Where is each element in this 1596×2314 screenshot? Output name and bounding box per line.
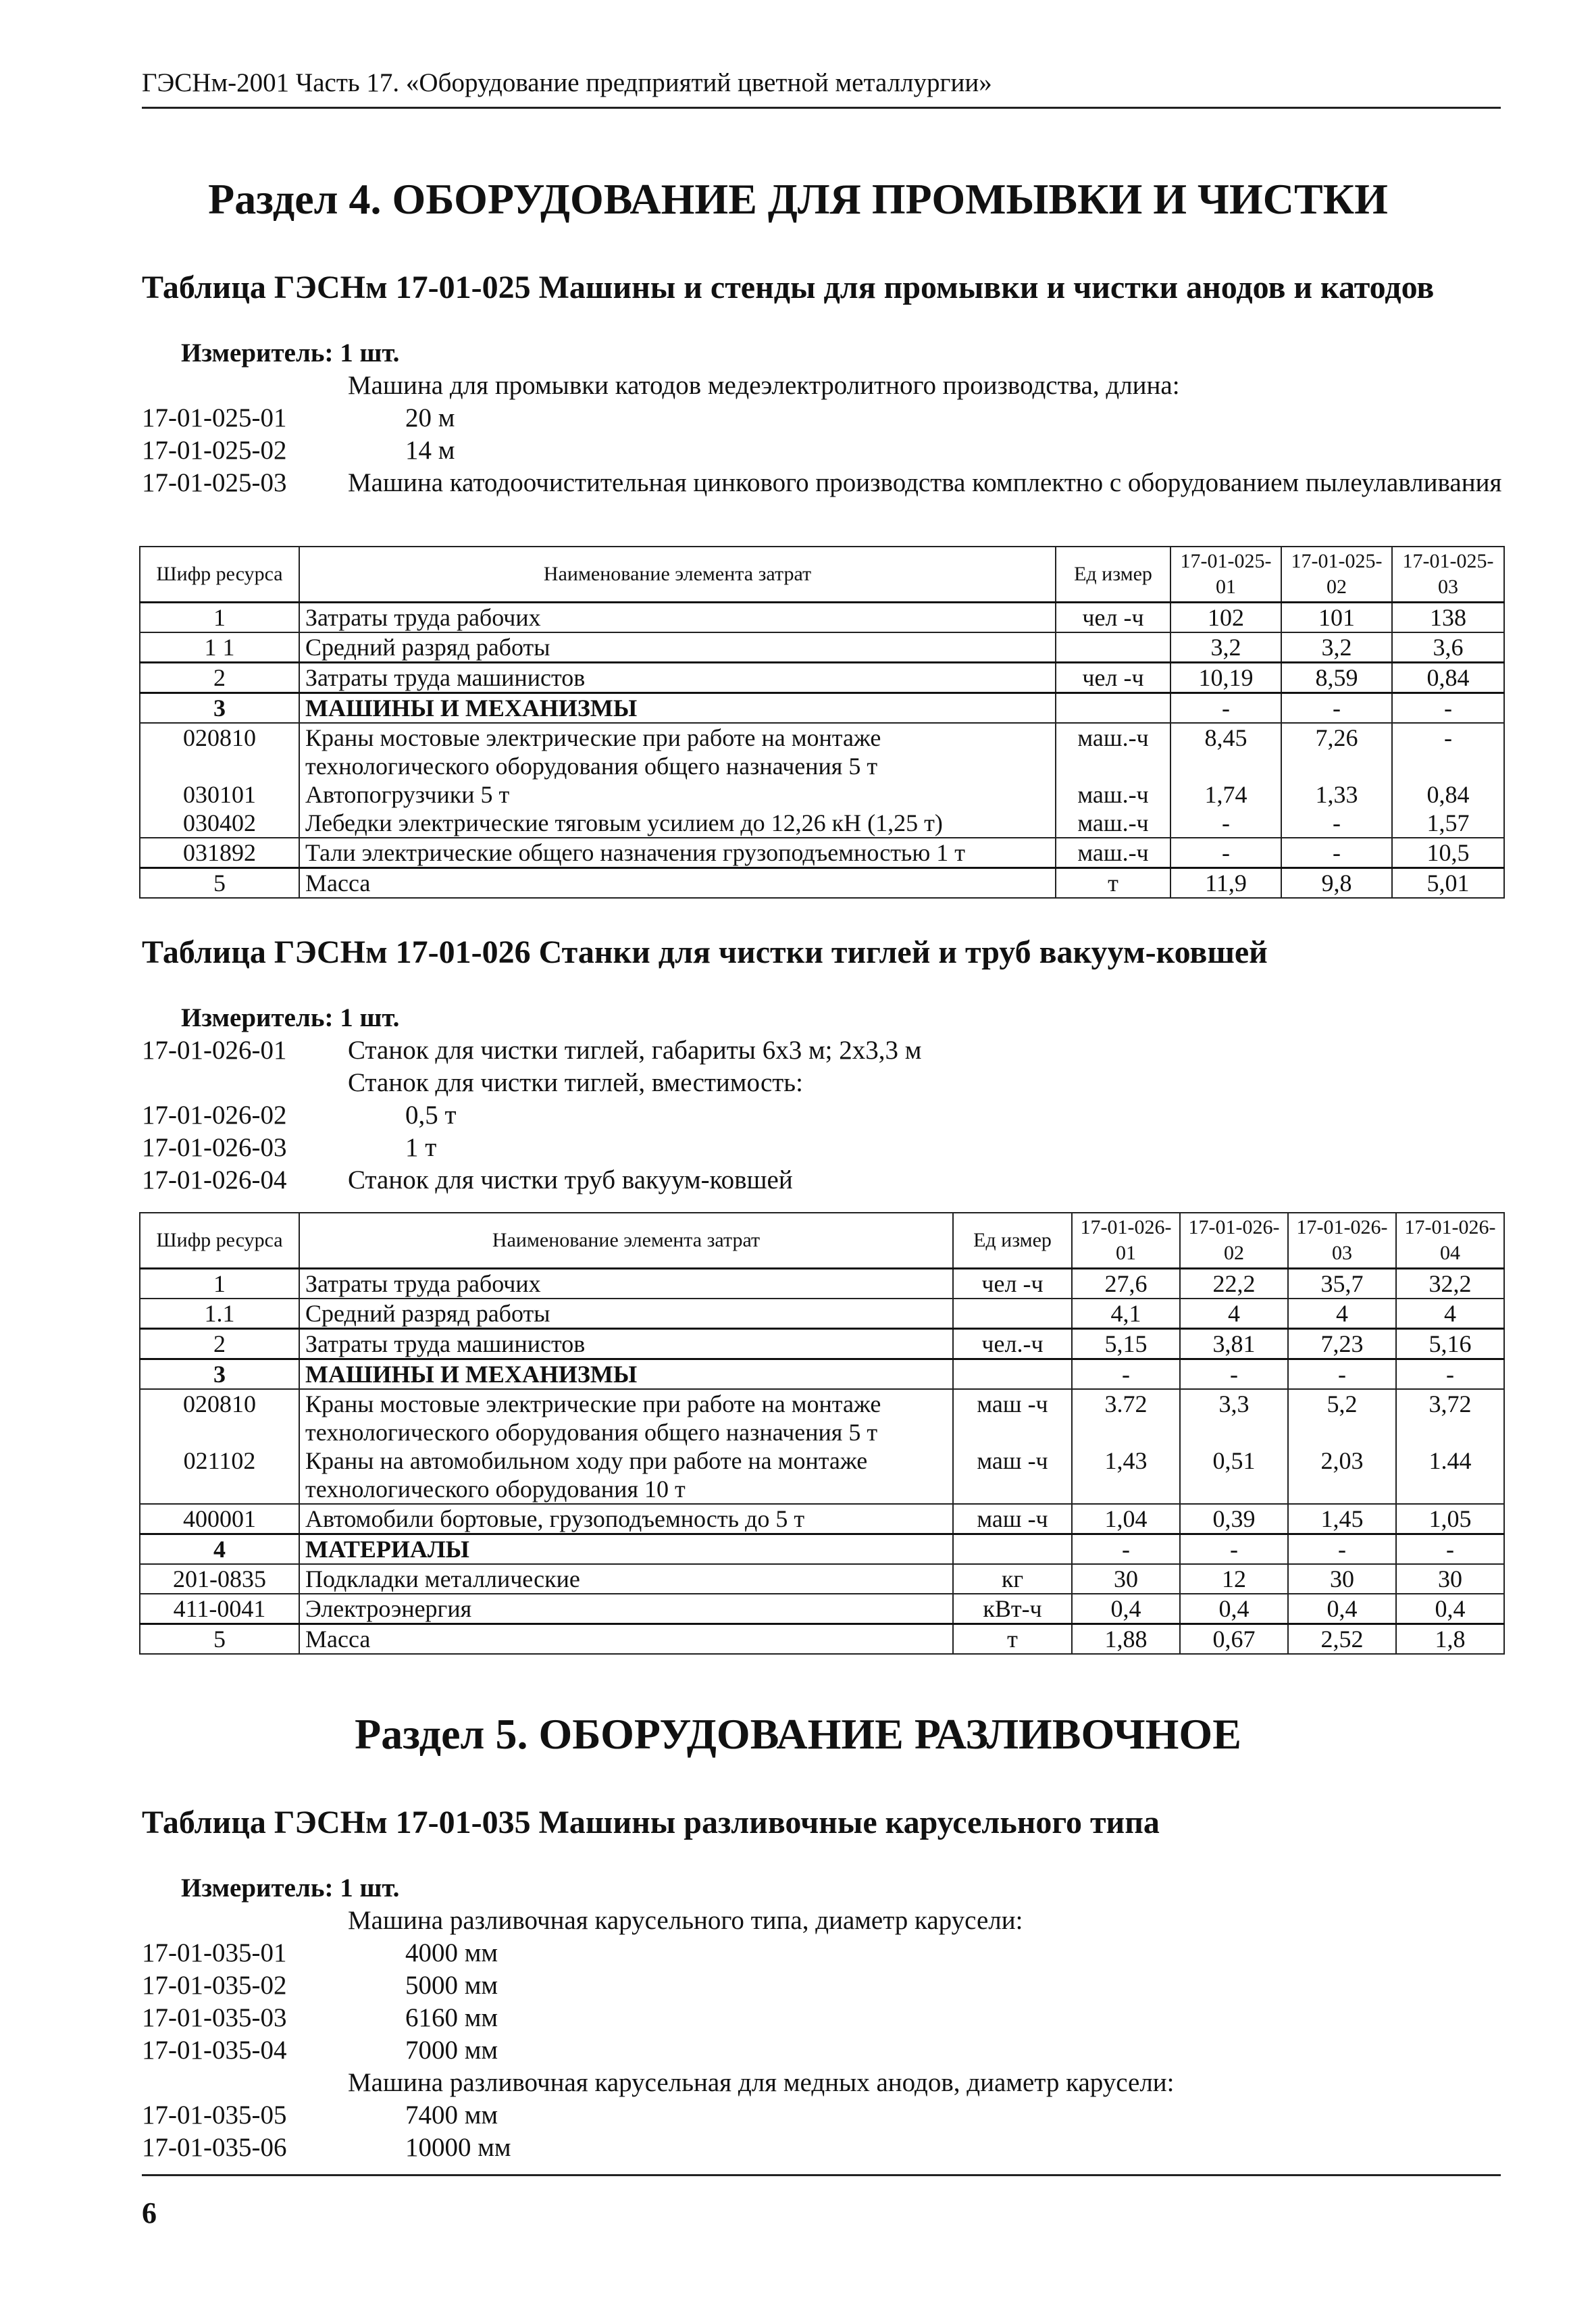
table-row bbox=[140, 632, 1504, 663]
item-text: 10000 мм bbox=[405, 2133, 511, 2162]
row-unit: чел -ч bbox=[1056, 602, 1170, 632]
row-unit: чел -ч bbox=[1056, 662, 1170, 693]
row-value: 1,04 bbox=[1072, 1504, 1180, 1534]
header-col: 17-01-025-03 bbox=[1392, 547, 1504, 602]
row-name: МАШИНЫ И МЕХАНИЗМЫ bbox=[299, 693, 1056, 723]
table-026 bbox=[139, 1212, 1505, 1655]
row-code: 3 bbox=[140, 1359, 299, 1389]
row-value: 30 bbox=[1072, 1564, 1180, 1594]
item-code: 17-01-025-02 bbox=[142, 436, 287, 465]
row-name: Краны на автомобильном ходу при работе на монтаже технологического оборудования 10 т bbox=[299, 1447, 953, 1504]
header-col: 17-01-026-04 bbox=[1396, 1213, 1504, 1268]
row-code: 1 bbox=[140, 1268, 299, 1299]
row-value: 0,39 bbox=[1180, 1504, 1288, 1534]
item-code: 17-01-025-01 bbox=[142, 403, 287, 432]
row-value: - bbox=[1281, 838, 1392, 868]
item-text: Станок для чистки тиглей, вместимость: bbox=[348, 1068, 803, 1097]
item-code: 17-01-035-04 bbox=[142, 2036, 287, 2065]
row-code: 3 bbox=[140, 693, 299, 723]
item-code: 17-01-026-03 bbox=[142, 1133, 287, 1162]
table-row bbox=[140, 809, 1504, 838]
row-code: 030101 bbox=[140, 780, 299, 809]
row-name: Краны мостовые электрические при работе на монтаже технологического оборудования общего назначения 5 т bbox=[299, 1389, 953, 1447]
item-code: 17-01-035-05 bbox=[142, 2101, 287, 2130]
table-026-meter bbox=[181, 1003, 399, 1034]
row-value: 8,45 bbox=[1170, 723, 1281, 780]
row-code: 020810 bbox=[140, 723, 299, 780]
row-value: 7,26 bbox=[1281, 723, 1392, 780]
row-value: 35,7 bbox=[1288, 1268, 1396, 1299]
table-row bbox=[140, 1624, 1504, 1654]
row-unit bbox=[1056, 632, 1170, 663]
row-value: 1,45 bbox=[1288, 1504, 1396, 1534]
row-value: - bbox=[1281, 809, 1392, 838]
row-code: 1 bbox=[140, 602, 299, 632]
meter-value: 1 шт. bbox=[340, 338, 400, 368]
row-value: 7,23 bbox=[1288, 1328, 1396, 1359]
table-025-meter bbox=[181, 338, 399, 369]
row-value: 1,88 bbox=[1072, 1624, 1180, 1654]
row-value: 5,15 bbox=[1072, 1328, 1180, 1359]
row-unit: маш.-ч bbox=[1056, 838, 1170, 868]
row-unit bbox=[953, 1534, 1072, 1564]
row-value: - bbox=[1180, 1534, 1288, 1564]
row-value: 9,8 bbox=[1281, 867, 1392, 898]
row-code: 2 bbox=[140, 662, 299, 693]
item-text: 7400 мм bbox=[405, 2101, 498, 2130]
row-value: - bbox=[1180, 1359, 1288, 1389]
row-unit: маш -ч bbox=[953, 1389, 1072, 1447]
item-text: 20 м bbox=[405, 403, 455, 432]
row-value: - bbox=[1288, 1359, 1396, 1389]
header-name: Наименование элемента затрат bbox=[299, 1213, 953, 1268]
row-name: Затраты труда машинистов bbox=[299, 1328, 953, 1359]
row-value: 1,57 bbox=[1392, 809, 1504, 838]
row-unit: кг bbox=[953, 1564, 1072, 1594]
row-value: 0,84 bbox=[1392, 662, 1504, 693]
row-value: 0,4 bbox=[1180, 1594, 1288, 1624]
row-value: 0,51 bbox=[1180, 1447, 1288, 1504]
row-unit: маш.-ч bbox=[1056, 809, 1170, 838]
row-value: 10,19 bbox=[1170, 662, 1281, 693]
row-value: 4 bbox=[1288, 1299, 1396, 1329]
row-name: Средний разряд работы bbox=[299, 1299, 953, 1329]
row-value: 4 bbox=[1396, 1299, 1504, 1329]
table-row bbox=[140, 602, 1504, 632]
row-code: 5 bbox=[140, 1624, 299, 1654]
page-number: 6 bbox=[142, 2196, 157, 2230]
row-code: 1.1 bbox=[140, 1299, 299, 1329]
table-row bbox=[140, 1594, 1504, 1624]
item-code: 17-01-035-03 bbox=[142, 2003, 287, 2032]
item-text: 0,5 т bbox=[405, 1101, 457, 1130]
row-value: 32,2 bbox=[1396, 1268, 1504, 1299]
row-value: 3,2 bbox=[1281, 632, 1392, 663]
row-name: Масса bbox=[299, 867, 1056, 898]
row-value: 0,67 bbox=[1180, 1624, 1288, 1654]
table-035-meter bbox=[181, 1873, 399, 1904]
header-col: 17-01-025-01 bbox=[1170, 547, 1281, 602]
table-025-title: Таблица ГЭСНм 17-01-025 Машины и стенды для промывки и чистки анодов и катодов bbox=[142, 270, 1435, 305]
row-name: Автомобили бортовые, грузоподъемность до 5 т bbox=[299, 1504, 953, 1534]
table-row bbox=[140, 693, 1504, 723]
row-value: 8,59 bbox=[1281, 662, 1392, 693]
row-value: - bbox=[1072, 1359, 1180, 1389]
header-unit: Ед измер bbox=[1056, 547, 1170, 602]
row-value: - bbox=[1396, 1359, 1504, 1389]
row-unit: маш -ч bbox=[953, 1504, 1072, 1534]
item-code: 17-01-025-03 bbox=[142, 468, 287, 497]
item-code: 17-01-026-04 bbox=[142, 1165, 287, 1194]
row-unit: маш.-ч bbox=[1056, 723, 1170, 780]
row-name: Лебедки электрические тяговым усилием до 12,26 кН (1,25 т) bbox=[299, 809, 1056, 838]
row-value: 102 bbox=[1170, 602, 1281, 632]
item-text: Машина катодоочистительная цинкового производства комплектно с оборудованием пылеулавливания bbox=[348, 468, 1502, 497]
row-value: 0,4 bbox=[1072, 1594, 1180, 1624]
item-text: Станок для чистки тиглей, габариты 6х3 м; 2х3,3 м bbox=[348, 1036, 922, 1065]
table-035-intro-1: Машина разливочная карусельного типа, диаметр карусели: bbox=[348, 1906, 1023, 1935]
row-value: - bbox=[1392, 693, 1504, 723]
table-row bbox=[140, 1564, 1504, 1594]
row-unit: маш.-ч bbox=[1056, 780, 1170, 809]
table-025 bbox=[139, 546, 1505, 899]
row-value: - bbox=[1288, 1534, 1396, 1564]
header-code: Шифр ресурса bbox=[140, 1213, 299, 1268]
meter-label: Измеритель: bbox=[181, 338, 334, 368]
row-unit: маш -ч bbox=[953, 1447, 1072, 1504]
header-col: 17-01-026-02 bbox=[1180, 1213, 1288, 1268]
row-code: 031892 bbox=[140, 838, 299, 868]
meter-value: 1 шт. bbox=[340, 1003, 400, 1032]
row-name: МАТЕРИАЛЫ bbox=[299, 1534, 953, 1564]
item-text: 6160 мм bbox=[405, 2003, 498, 2032]
row-name: Тали электрические общего назначения грузоподъемностью 1 т bbox=[299, 838, 1056, 868]
header-col: 17-01-026-01 bbox=[1072, 1213, 1180, 1268]
table-row bbox=[140, 867, 1504, 898]
row-value: - bbox=[1072, 1534, 1180, 1564]
row-value: 0,4 bbox=[1288, 1594, 1396, 1624]
row-value: 1,43 bbox=[1072, 1447, 1180, 1504]
header-col: 17-01-026-03 bbox=[1288, 1213, 1396, 1268]
row-name: Затраты труда машинистов bbox=[299, 662, 1056, 693]
row-value: 10,5 bbox=[1392, 838, 1504, 868]
row-value: 30 bbox=[1288, 1564, 1396, 1594]
row-name: Масса bbox=[299, 1624, 953, 1654]
row-value: - bbox=[1392, 723, 1504, 780]
row-value: 0,4 bbox=[1396, 1594, 1504, 1624]
row-unit: т bbox=[953, 1624, 1072, 1654]
row-code: 5 bbox=[140, 867, 299, 898]
running-title: ГЭСНм-2001 Часть 17. «Оборудование предприятий цветной металлургии» bbox=[142, 68, 992, 97]
row-value: 3,81 bbox=[1180, 1328, 1288, 1359]
row-name: Автопогрузчики 5 т bbox=[299, 780, 1056, 809]
table-row bbox=[140, 1299, 1504, 1329]
item-code: 17-01-026-02 bbox=[142, 1101, 287, 1130]
row-value: 5,01 bbox=[1392, 867, 1504, 898]
table-025-intro: Машина для промывки катодов медеэлектролитного производства, длина: bbox=[348, 371, 1180, 400]
row-value: 3.72 bbox=[1072, 1389, 1180, 1447]
row-unit bbox=[953, 1299, 1072, 1329]
table-row bbox=[140, 1359, 1504, 1389]
row-value: 11,9 bbox=[1170, 867, 1281, 898]
row-value: 3,3 bbox=[1180, 1389, 1288, 1447]
table-row bbox=[140, 1447, 1504, 1504]
row-name: Затраты труда рабочих bbox=[299, 602, 1056, 632]
item-code: 17-01-035-06 bbox=[142, 2133, 287, 2162]
item-text: 1 т bbox=[405, 1133, 437, 1162]
row-code: 4 bbox=[140, 1534, 299, 1564]
footer-rule bbox=[142, 2174, 1501, 2176]
row-value: - bbox=[1281, 693, 1392, 723]
row-value: - bbox=[1170, 693, 1281, 723]
table-row bbox=[140, 723, 1504, 780]
header-code: Шифр ресурса bbox=[140, 547, 299, 602]
row-code: 400001 bbox=[140, 1504, 299, 1534]
row-code: 411-0041 bbox=[140, 1594, 299, 1624]
row-code: 021102 bbox=[140, 1447, 299, 1504]
row-unit: чел.-ч bbox=[953, 1328, 1072, 1359]
row-value: 1,05 bbox=[1396, 1504, 1504, 1534]
row-value: 101 bbox=[1281, 602, 1392, 632]
row-value: 3,2 bbox=[1170, 632, 1281, 663]
row-value: - bbox=[1170, 838, 1281, 868]
item-text: 7000 мм bbox=[405, 2036, 498, 2065]
meter-value: 1 шт. bbox=[340, 1873, 400, 1903]
item-code: 17-01-035-02 bbox=[142, 1971, 287, 2000]
row-value: 30 bbox=[1396, 1564, 1504, 1594]
row-value: 12 bbox=[1180, 1564, 1288, 1594]
row-unit: чел -ч bbox=[953, 1268, 1072, 1299]
row-value: 22,2 bbox=[1180, 1268, 1288, 1299]
table-row bbox=[140, 838, 1504, 868]
header-col: 17-01-025-02 bbox=[1281, 547, 1392, 602]
item-text: 4000 мм bbox=[405, 1938, 498, 1967]
row-name: Средний разряд работы bbox=[299, 632, 1056, 663]
table-row bbox=[140, 1389, 1504, 1447]
row-unit: кВт-ч bbox=[953, 1594, 1072, 1624]
item-code: 17-01-035-01 bbox=[142, 1938, 287, 1967]
row-code: 1 1 bbox=[140, 632, 299, 663]
table-row bbox=[140, 780, 1504, 809]
row-code: 201-0835 bbox=[140, 1564, 299, 1594]
row-unit bbox=[1056, 693, 1170, 723]
row-value: 138 bbox=[1392, 602, 1504, 632]
table-row bbox=[140, 1504, 1504, 1534]
row-value: 1,8 bbox=[1396, 1624, 1504, 1654]
row-unit bbox=[953, 1359, 1072, 1389]
row-name: Затраты труда рабочих bbox=[299, 1268, 953, 1299]
table-row bbox=[140, 1328, 1504, 1359]
row-value: 2,03 bbox=[1288, 1447, 1396, 1504]
row-unit: т bbox=[1056, 867, 1170, 898]
table-026-title: Таблица ГЭСНм 17-01-026 Станки для чистки тиглей и труб вакуум-ковшей bbox=[142, 934, 1268, 970]
table-035-title: Таблица ГЭСНм 17-01-035 Машины разливочные карусельного типа bbox=[142, 1805, 1160, 1840]
row-name: Электроэнергия bbox=[299, 1594, 953, 1624]
item-text: 5000 мм bbox=[405, 1971, 498, 2000]
meter-label: Измеритель: bbox=[181, 1873, 334, 1903]
row-value: 4,1 bbox=[1072, 1299, 1180, 1329]
item-text: 14 м bbox=[405, 436, 455, 465]
row-code: 2 bbox=[140, 1328, 299, 1359]
row-value: - bbox=[1396, 1534, 1504, 1564]
row-name: МАШИНЫ И МЕХАНИЗМЫ bbox=[299, 1359, 953, 1389]
row-value: 2,52 bbox=[1288, 1624, 1396, 1654]
table-row bbox=[140, 1534, 1504, 1564]
section-4-title: Раздел 4. ОБОРУДОВАНИЕ ДЛЯ ПРОМЫВКИ И ЧИСТКИ bbox=[208, 175, 1388, 223]
row-value: 3,72 bbox=[1396, 1389, 1504, 1447]
item-text: Станок для чистки труб вакуум-ковшей bbox=[348, 1165, 793, 1194]
table-035-intro-2: Машина разливочная карусельная для медных анодов, диаметр карусели: bbox=[348, 2068, 1175, 2097]
item-code: 17-01-026-01 bbox=[142, 1036, 287, 1065]
header-unit: Ед измер bbox=[953, 1213, 1072, 1268]
row-name: Краны мостовые электрические при работе на монтаже технологического оборудования общего назначения 5 т bbox=[299, 723, 1056, 780]
row-value: 1,74 bbox=[1170, 780, 1281, 809]
table-row bbox=[140, 662, 1504, 693]
row-value: 0,84 bbox=[1392, 780, 1504, 809]
row-value: 27,6 bbox=[1072, 1268, 1180, 1299]
header-rule bbox=[142, 107, 1501, 109]
meter-label: Измеритель: bbox=[181, 1003, 334, 1032]
row-value: 3,6 bbox=[1392, 632, 1504, 663]
row-name: Подкладки металлические bbox=[299, 1564, 953, 1594]
row-value: 5,2 bbox=[1288, 1389, 1396, 1447]
header-name: Наименование элемента затрат bbox=[299, 547, 1056, 602]
row-value: 4 bbox=[1180, 1299, 1288, 1329]
section-5-title: Раздел 5. ОБОРУДОВАНИЕ РАЗЛИВОЧНОЕ bbox=[355, 1710, 1241, 1758]
row-value: 1.44 bbox=[1396, 1447, 1504, 1504]
row-code: 020810 bbox=[140, 1389, 299, 1447]
row-value: - bbox=[1170, 809, 1281, 838]
row-value: 5,16 bbox=[1396, 1328, 1504, 1359]
table-row bbox=[140, 1268, 1504, 1299]
row-code: 030402 bbox=[140, 809, 299, 838]
row-value: 1,33 bbox=[1281, 780, 1392, 809]
